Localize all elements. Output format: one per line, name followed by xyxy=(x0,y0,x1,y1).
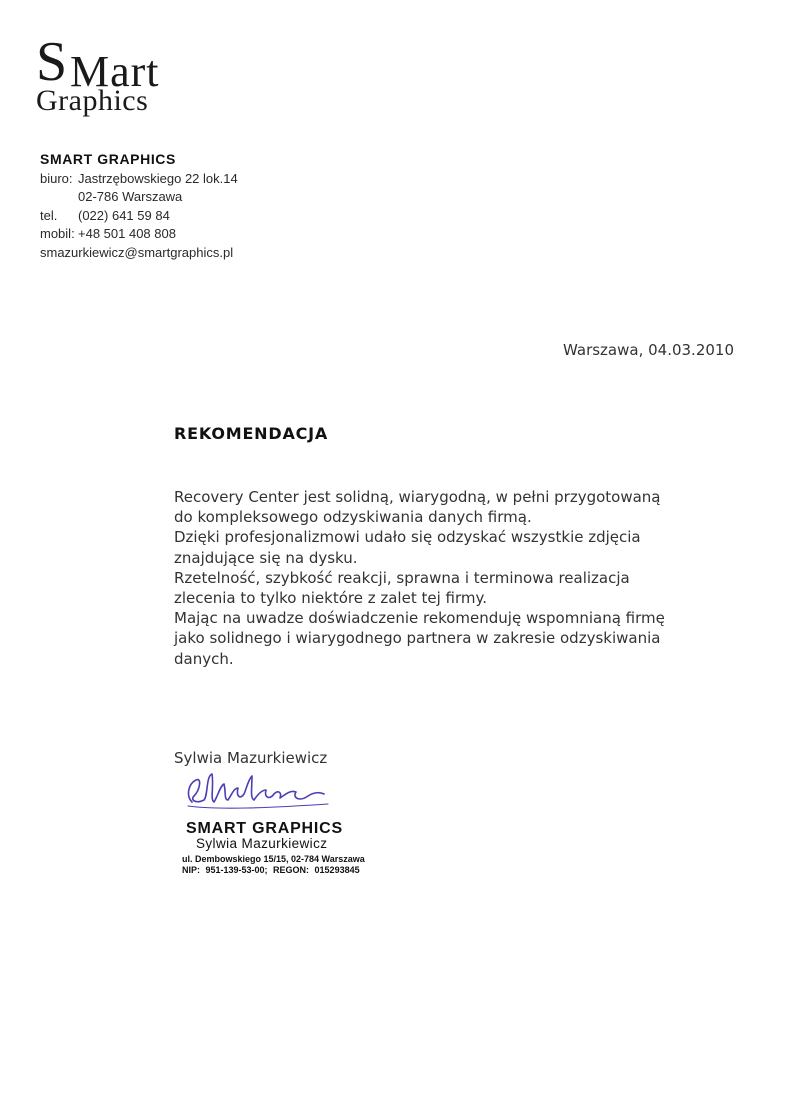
phone-row: tel. (022) 641 59 84 xyxy=(40,207,170,223)
signer-name: Sylwia Mazurkiewicz xyxy=(174,749,328,767)
company-logo: S Mart Graphics xyxy=(36,31,160,117)
body-line: zlecenia to tylko niektóre z zalet tej firmy. xyxy=(174,589,487,608)
stamp-address: ul. Dembowskiego 15/15, 02-784 Warszawa xyxy=(182,854,365,864)
stamp-person: Sylwia Mazurkiewicz xyxy=(196,836,328,851)
body-line: danych. xyxy=(174,649,234,668)
company-stamp xyxy=(182,820,365,875)
stamp-company: SMART GRAPHICS xyxy=(186,820,343,837)
body-line: Recovery Center jest solidną, wiarygodną, w pełni przygotowaną xyxy=(174,488,661,506)
body-line: Mając na uwadze doświadczenie rekomenduję wspomnianą firmę xyxy=(174,609,665,628)
body-line: znajdujące się na dysku. xyxy=(174,548,358,567)
email-link[interactable]: smazurkiewicz@smartgraphics.pl xyxy=(40,244,234,260)
body-line: Dzięki profesjonalizmowi udało się odzyskać wszystkie zdjęcia xyxy=(174,528,641,547)
company-name: SMART GRAPHICS xyxy=(40,151,176,167)
mobile-row: mobil: +48 501 408 808 xyxy=(40,226,176,241)
body-line: do kompleksowego odzyskiwania danych firmą. xyxy=(174,508,532,527)
letter-date: Warszawa, 04.03.2010 xyxy=(563,341,734,359)
address-row: biuro: Jastrzębowskiego 22 lok.14 xyxy=(40,170,238,186)
handwritten-signature xyxy=(178,766,338,816)
body-line: jako solidnego i wiarygodnego partnera w zakresie odzyskiwania xyxy=(174,629,661,648)
body-line: Rzetelność, szybkość reakcji, sprawna i terminowa realizacja xyxy=(174,568,630,587)
letter-title: REKOMENDACJA xyxy=(174,424,329,443)
address-city: 02-786 Warszawa xyxy=(78,189,183,204)
letter-body xyxy=(174,487,744,669)
stamp-ids: NIP: 951-139-53-00; REGON: 015293845 xyxy=(182,865,360,875)
letterhead-contact xyxy=(40,150,238,262)
